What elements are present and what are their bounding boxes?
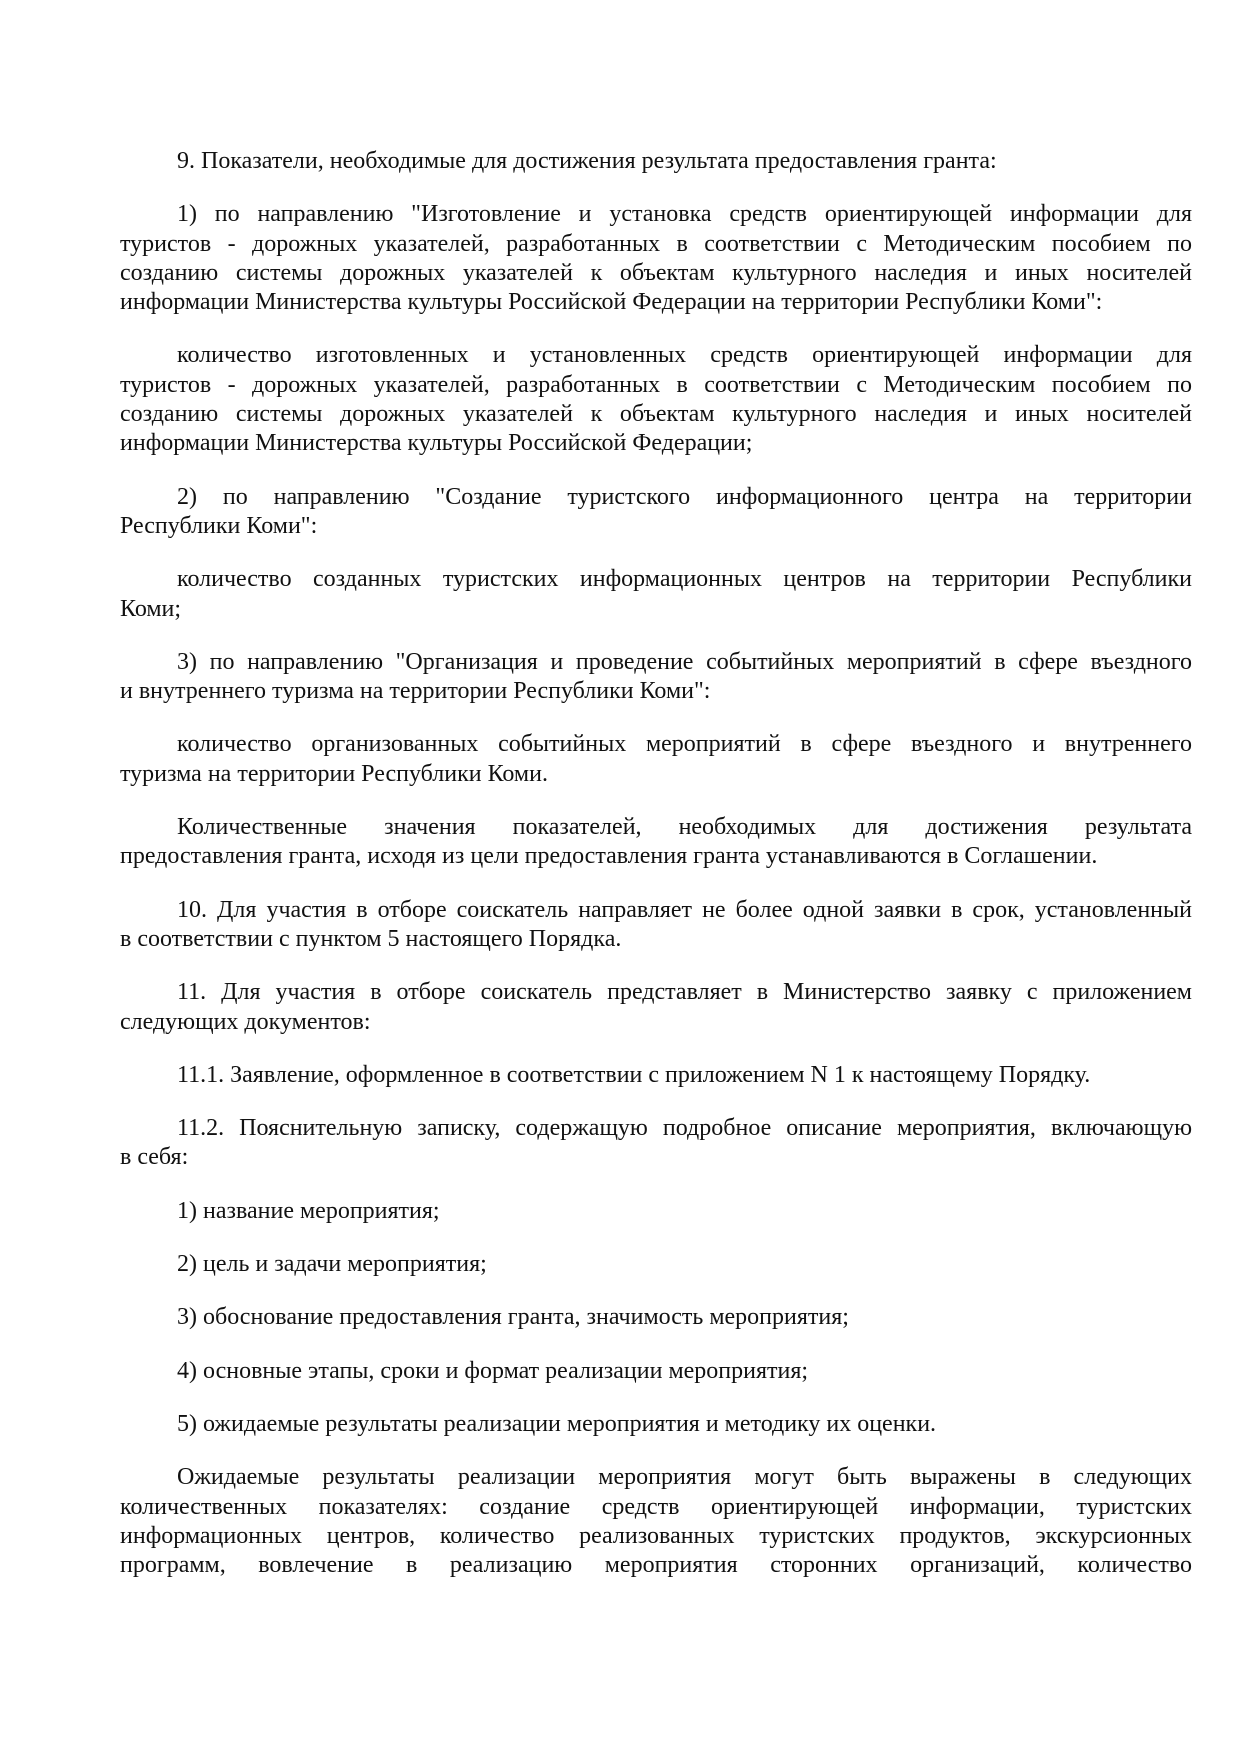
paragraph-line: 11.1. Заявление, оформленное в соответствии с приложением N 1 к настоящему Порядку. <box>177 1061 1091 1088</box>
paragraph <box>120 1303 1192 1332</box>
paragraph-line: количественных показателях: создание средств ориентирующей информации, туристских <box>120 1493 1192 1520</box>
paragraph-line: в соответствии с пунктом 5 настоящего Порядка. <box>120 925 622 952</box>
paragraph <box>120 648 1192 707</box>
paragraph <box>120 200 1192 317</box>
paragraph-line: туризма на территории Республики Коми. <box>120 760 548 787</box>
paragraph-line: количество изготовленных и установленных средств ориентирующей информации для <box>177 342 1192 369</box>
paragraph-line: созданию системы дорожных указателей к объектам культурного наследия и иных носителей <box>120 401 1192 428</box>
paragraph-line: количество созданных туристских информационных центров на территории Республики <box>177 566 1192 593</box>
paragraph-line: туристов - дорожных указателей, разработанных в соответствии с Методическим пособием по <box>120 230 1192 257</box>
paragraph <box>120 1197 1192 1226</box>
paragraph-line: программ, вовлечение в реализацию мероприятия сторонних организаций, количество <box>120 1552 1192 1579</box>
paragraph-line: 2) цель и задачи мероприятия; <box>177 1251 487 1278</box>
paragraph-line: 10. Для участия в отборе соискатель направляет не более одной заявки в срок, установленный <box>177 896 1192 923</box>
paragraph-line: предоставления гранта, исходя из цели предоставления гранта устанавливаются в Соглашении. <box>120 843 1098 870</box>
document-page <box>120 147 1192 1604</box>
paragraph-line: 9. Показатели, необходимые для достижения результата предоставления гранта: <box>177 148 997 174</box>
paragraph-line: 2) по направлению "Создание туристского информационного центра на территории <box>177 483 1192 510</box>
paragraph <box>120 1250 1192 1279</box>
paragraph-line: туристов - дорожных указателей, разработанных в соответствии с Методическим пособием по <box>120 371 1192 398</box>
paragraph-line: созданию системы дорожных указателей к объектам культурного наследия и иных носителей <box>120 259 1192 286</box>
paragraph <box>120 813 1192 872</box>
paragraph <box>120 730 1192 789</box>
paragraph-line: 11.2. Пояснительную записку, содержащую подробное описание мероприятия, включающую <box>177 1115 1192 1142</box>
paragraph-line: 5) ожидаемые результаты реализации мероприятия и методику их оценки. <box>177 1410 937 1437</box>
paragraph <box>120 1114 1192 1173</box>
paragraph <box>120 565 1192 624</box>
paragraph-line: 3) обоснование предоставления гранта, значимость мероприятия; <box>177 1304 849 1331</box>
paragraph <box>120 147 1192 176</box>
paragraph-line: 4) основные этапы, сроки и формат реализации мероприятия; <box>177 1357 809 1384</box>
paragraph <box>120 1463 1192 1580</box>
paragraph-line: 1) название мероприятия; <box>177 1197 440 1224</box>
paragraph-line: количество организованных событийных мероприятий в сфере въездного и внутреннего <box>177 731 1192 758</box>
paragraph-line: 11. Для участия в отборе соискатель представляет в Министерство заявку с приложением <box>177 979 1192 1006</box>
paragraph-line: 1) по направлению "Изготовление и установка средств ориентирующей информации для <box>177 201 1192 228</box>
paragraph-line: Республики Коми": <box>120 512 318 539</box>
paragraph <box>120 1357 1192 1386</box>
paragraph-line: в себя: <box>120 1144 189 1171</box>
paragraph-line: Коми; <box>120 595 182 622</box>
paragraph <box>120 1061 1192 1090</box>
paragraph <box>120 978 1192 1037</box>
paragraph <box>120 1410 1192 1439</box>
paragraph-line: информации Министерства культуры Российской Федерации; <box>120 430 753 457</box>
paragraph <box>120 341 1192 458</box>
paragraph-line: Ожидаемые результаты реализации мероприятия могут быть выражены в следующих <box>177 1464 1192 1491</box>
paragraph-line: следующих документов: <box>120 1008 371 1035</box>
paragraph-line: информационных центров, количество реализованных туристских продуктов, экскурсионных <box>120 1522 1192 1549</box>
paragraph-line: информации Министерства культуры Российской Федерации на территории Республики Коми": <box>120 289 1103 316</box>
paragraph-line: 3) по направлению "Организация и проведение событийных мероприятий в сфере въездного <box>177 648 1192 675</box>
paragraph <box>120 483 1192 542</box>
paragraph-line: и внутреннего туризма на территории Республики Коми": <box>120 678 711 705</box>
paragraph <box>120 896 1192 955</box>
paragraph-line: Количественные значения показателей, необходимых для достижения результата <box>177 814 1192 841</box>
